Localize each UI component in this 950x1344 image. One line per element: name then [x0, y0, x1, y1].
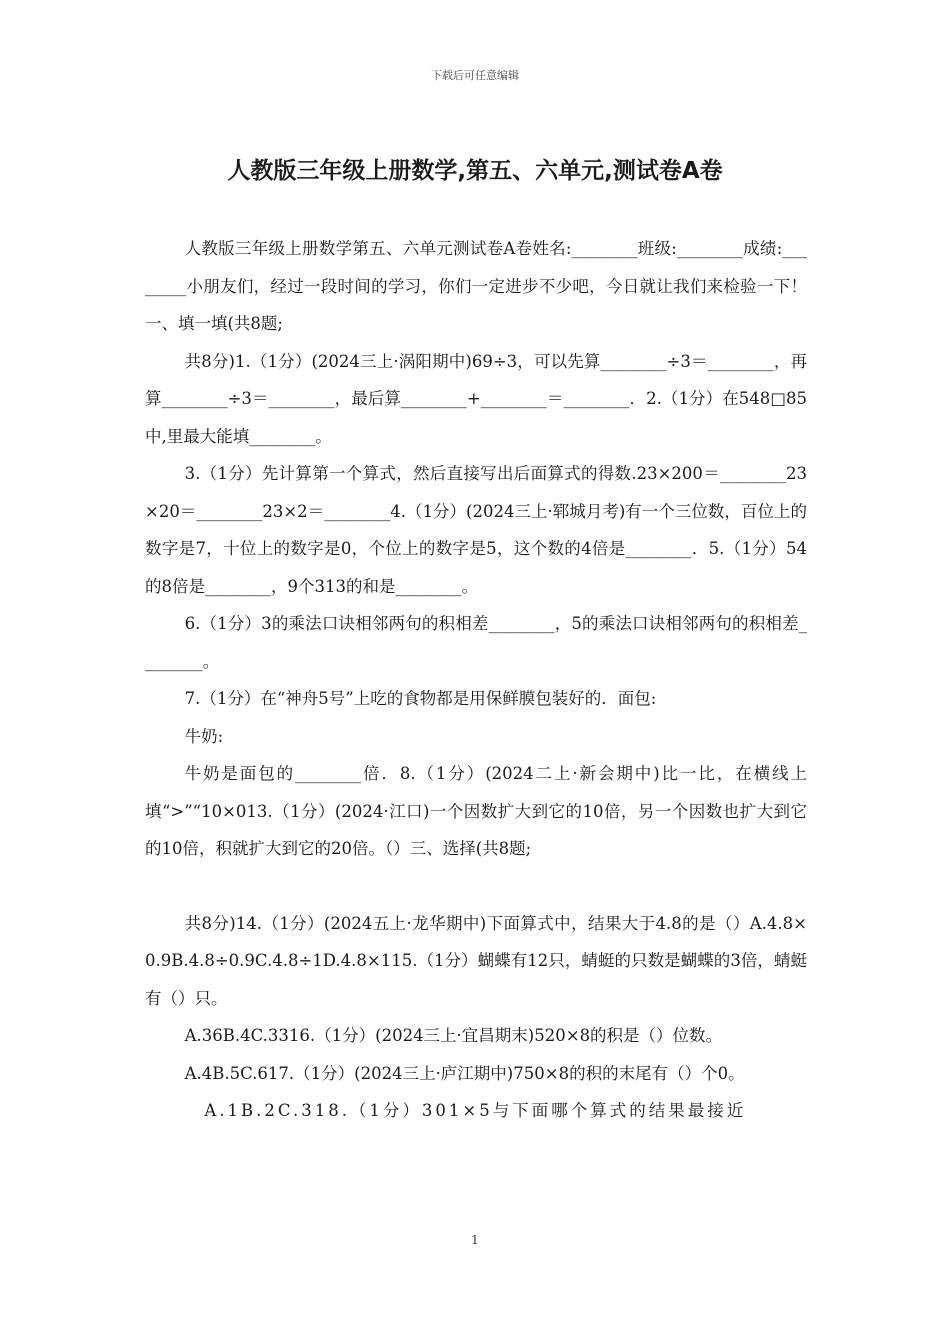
paragraph-questions-7-13: 牛奶是面包的________倍．8.（1分）(2024二上·新会期中)比一比，在横线上填“>”“10×013.（1分）(2024·江口)一个因数扩大到它的10倍，另一个因数也扩大到它的10倍，积就扩大到它的20倍。（）三、选择(共8题;	[145, 764, 807, 858]
paragraph-question-16: A.36B.4C.3316.（1分）(2024三上·宜昌期末)520×8的积是（）位数。	[184, 1026, 723, 1045]
paragraph-questions-14-15: 共8分)14.（1分）(2024五上·龙华期中)下面算式中，结果大于4.8的是（）A.4.8×0.9B.4.8÷0.9C.4.8÷1D.4.8×115.（1分）蝴蝶有12只，蜻蜓的只数是蝴蝶的3倍，蜻蜓有（）只。	[145, 913, 807, 1008]
document-body	[145, 230, 807, 1130]
paragraph-milk: 牛奶:	[184, 726, 224, 746]
paragraph-question-18: A.1B.2C.318.（1分）301×5与下面哪个算式的结果最接近	[204, 1101, 747, 1120]
paragraph-question-7: 7.（1分）在“神舟5号”上吃的食物都是用保鲜膜包装好的．面包:	[184, 689, 657, 708]
paragraph-intro: 人教版三年级上册数学第五、六单元测试卷A卷姓名:________班级:________成绩:________小朋友们，经过一段时间的学习，你们一定进步不少吧，今日就让我们来检验一下！一、填一填(共8题;	[145, 239, 807, 333]
blank-gap	[145, 868, 807, 905]
paragraph-questions-1-2: 共8分)1.（1分）(2024三上·涡阳期中)69÷3，可以先算________÷3＝________，再算________÷3＝________，最后算________+________＝________．2.（1分）在548□85中,里最大能填________。	[145, 351, 807, 446]
paragraph-question-6: 6.（1分）3的乘法口诀相邻两句的积相差________，5的乘法口诀相邻两句的积相差________。	[145, 614, 807, 671]
paragraph-questions-3-5: 3.（1分）先计算第一个算式，然后直接写出后面算式的得数.23×200＝________23×20＝________23×2＝________4.（1分）(2024三上·郓城月考)有一个三位数，百位上的数字是7，十位上的数字是0，个位上的数字是5，这个数的4倍是________．5.（1分）54的8倍是________，9个313的和是________。	[145, 464, 807, 596]
header-note: 下载后可任意编辑	[431, 69, 519, 82]
page-number: 1	[471, 1233, 479, 1247]
document-title: 人教版三年级上册数学,第五、六单元,测试卷A卷	[227, 158, 723, 184]
paragraph-question-17: A.4B.5C.617.（1分）(2024三上·庐江期中)750×8的积的末尾有（）个0。	[184, 1063, 745, 1083]
